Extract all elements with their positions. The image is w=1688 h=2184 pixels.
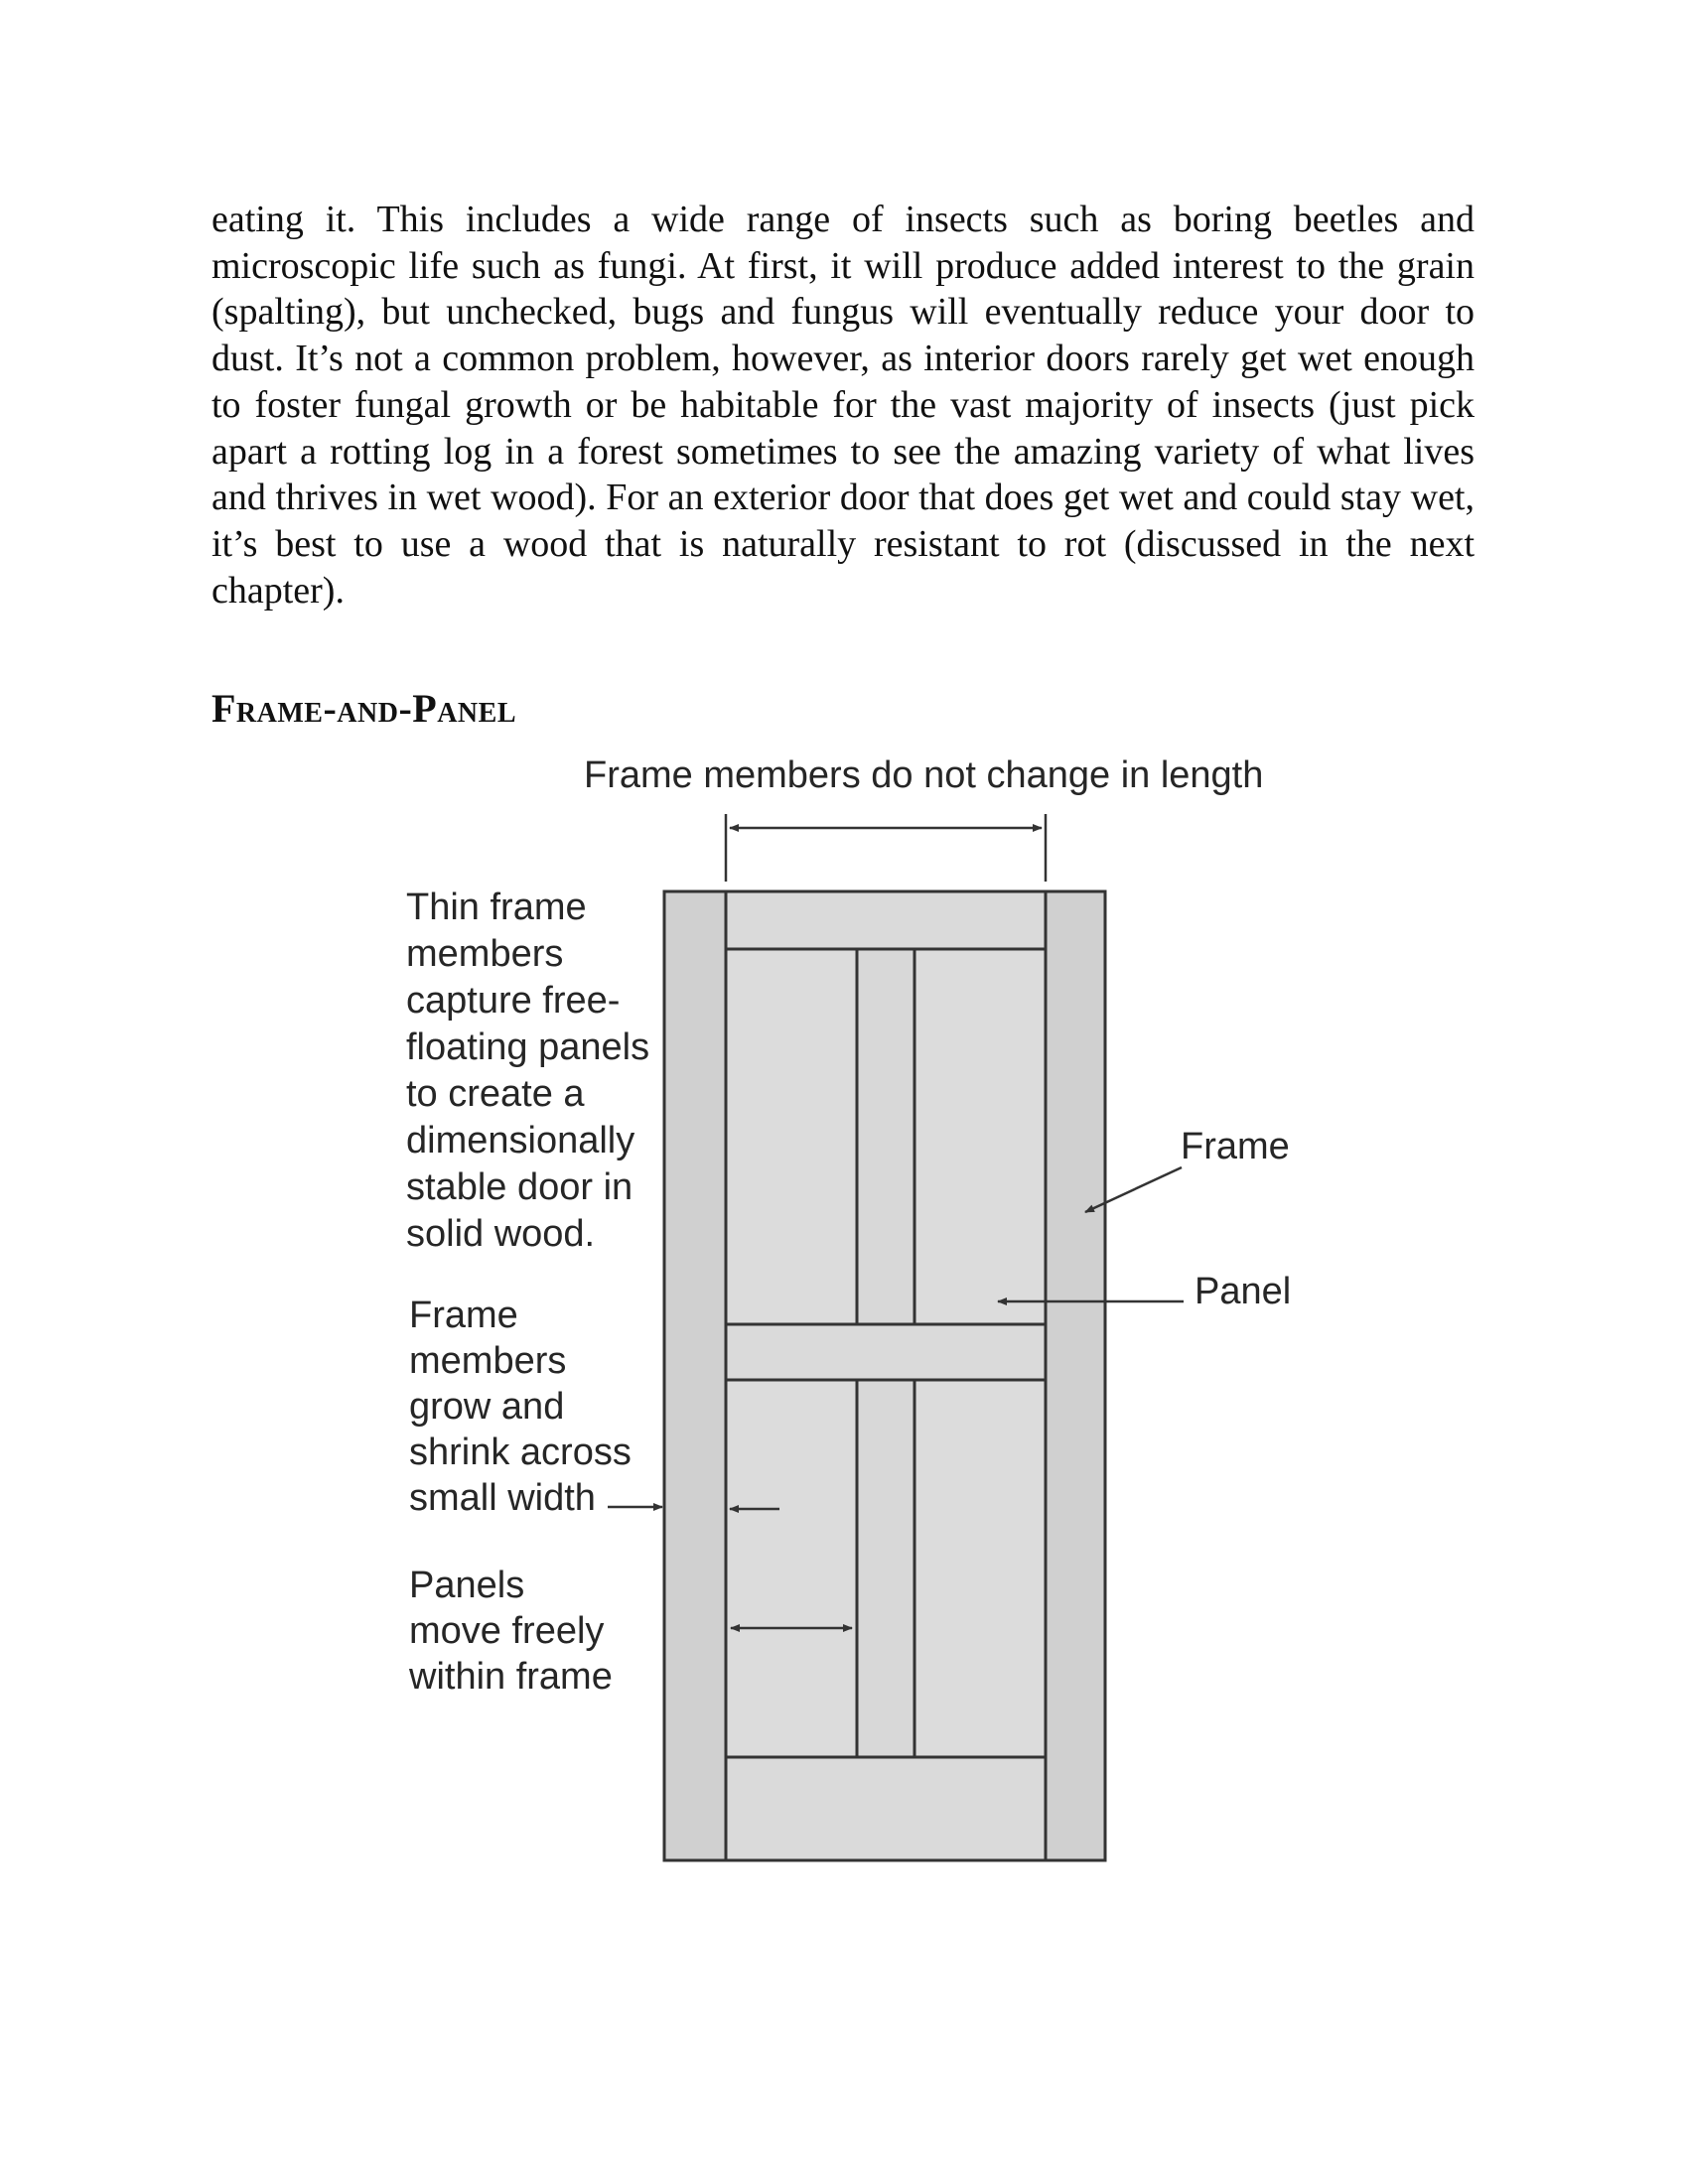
frame-members-grow-note-line: Frame: [409, 1295, 518, 1336]
middle-rail: [726, 1324, 1046, 1380]
body-paragraph: eating it. This includes a wide range of insects such as boring beetles and microscopic life such as fungi. At first, it will produce added interest to the grain (spalting), but unchecked, bugs and fungus will eventually reduce your door to dust. It’s not a common problem, however, as interior doors rarely get wet enough to foster fungal growth or be habitable for the vast majority of insects (just pick apart a rotting log in a forest sometimes to see the amazing variety of what lives and thrives in wet wood). For an exterior door that does get wet and could stay wet, it’s best to use a wood that is naturally resistant to rot (discussed in the next chapter).: [211, 199, 1475, 612]
panels-move-note-line: move freely: [409, 1610, 605, 1652]
panels-move-note-line: within frame: [409, 1656, 613, 1698]
bottom-rail: [726, 1757, 1046, 1860]
panels-move-note-line: Panels: [409, 1565, 525, 1606]
upper-mullion: [857, 949, 914, 1324]
thin-frame-note-line: to create a: [406, 1073, 585, 1115]
panel-label: Panel: [1195, 1271, 1292, 1312]
left-stile: [664, 891, 726, 1860]
lower-left-panel: [726, 1380, 857, 1757]
frame-members-grow-note-line: members: [409, 1340, 567, 1382]
top-rail: [726, 891, 1046, 949]
door-drawing: [664, 891, 1105, 1860]
frame-members-grow-note-line: grow and: [409, 1386, 565, 1428]
thin-frame-note-line: floating panels: [406, 1026, 650, 1068]
frame-label: Frame: [1181, 1126, 1290, 1167]
thin-frame-note-line: solid wood.: [406, 1213, 596, 1255]
upper-left-panel: [726, 949, 857, 1324]
thin-frame-note: [406, 887, 660, 1255]
panels-move-note: [408, 1565, 615, 1698]
lower-right-panel: [914, 1380, 1046, 1757]
length-dimension-line: [726, 814, 1046, 882]
thin-frame-note-line: capture free-: [406, 980, 621, 1022]
frame-members-grow-note: [409, 1295, 641, 1519]
right-stile: [1046, 891, 1105, 1860]
thin-frame-note-line: dimensionally: [406, 1120, 635, 1161]
upper-right-panel: [914, 949, 1046, 1324]
thin-frame-note-line: members: [406, 933, 564, 975]
section-heading: Frame-and-Panel: [211, 686, 517, 731]
thin-frame-note-line: Thin frame: [406, 887, 587, 928]
frame-members-grow-note-line: shrink across: [409, 1432, 632, 1473]
thin-frame-note-line: stable door in: [406, 1166, 633, 1208]
top-dimension-label: Frame members do not change in length: [584, 754, 1264, 796]
frame-members-grow-note-line: small width: [409, 1477, 596, 1519]
lower-mullion: [857, 1380, 914, 1757]
